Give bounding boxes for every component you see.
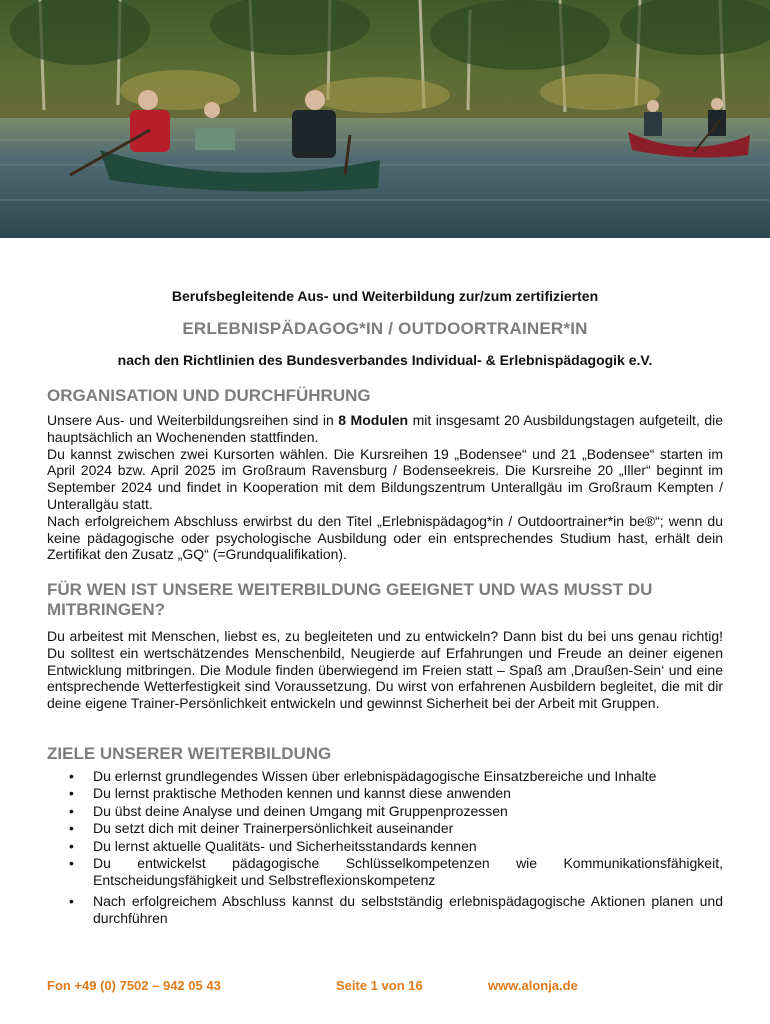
organisation-paragraph-3: Nach erfolgreichem Abschluss erwirbst du den Titel „Erlebnispädagog*in / Outdoortrainer*in be®“; wenn du keine pädagogische oder psychologische Ausbildung oder ein entsprechendes Studium hast, erhält dein Zertifikat den Zusatz „GQ“ (=Grundqualifikation).	[47, 512, 723, 563]
target-group-paragraph: Du arbeitest mit Menschen, liebst es, zu begleiteten und zu entwickeln? Dann bist du bei uns genau richtig! Du solltest ein wertschätzendes Menschenbild, Neugierde auf Erfahrungen und Freude an deiner eigenen Entwicklung mitbringen. Die Module finden überwiegend im Freien statt – Spaß am ‚Draußen-Sein‘ und eine entsprechende Wetterfestigkeit sind Voraussetzung. Du wirst von erfahrenen Ausbildern begleitet, die mit dir deine eigene Trainer-Persönlichkeit entwickeln und gewinnst Sicherheit bei der Arbeit mit Gruppen.	[47, 628, 723, 712]
section-target-group	[47, 580, 723, 712]
list-item: • Du lernst praktische Methoden kennen und kannst diese anwenden	[47, 785, 723, 802]
list-item: • Nach erfolgreichem Abschluss kannst du selbstständig erlebnispädagogische Aktionen planen und durchführen	[47, 893, 723, 928]
goals-list	[47, 768, 723, 928]
footer-phone: Fon +49 (0) 7502 – 942 05 43	[47, 978, 221, 993]
hero-photo	[0, 0, 770, 238]
intro-subtitle: Berufsbegleitende Aus- und Weiterbildung zur/zum zertifizierten	[171, 288, 599, 304]
footer-page-number: Seite 1 von 16	[336, 978, 423, 993]
organisation-paragraph-1	[47, 412, 723, 446]
section-heading-goals: ZIELE UNSERER WEITERBILDUNG	[47, 744, 332, 763]
section-heading-target-group: FÜR WEN IST UNSERE WEITERBILDUNG GEEIGNET UND WAS MUSST DU MITBRINGEN?	[47, 580, 653, 619]
organisation-text-pre: Unsere Aus- und Weiterbildungsreihen sind in	[47, 412, 339, 428]
program-title: ERLEBNISPÄDAGOG*IN / OUTDOORTRAINER*IN	[182, 319, 588, 338]
section-organisation	[47, 386, 723, 563]
footer-website-link[interactable]: www.alonja.de	[488, 978, 578, 993]
list-item: • Du entwickelst pädagogische Schlüsselkompetenzen wie Kommunikationsfähigkeit, Entscheidungsfähigkeit und Selbstreflexionskompetenz	[47, 855, 723, 890]
section-heading-organisation: ORGANISATION UND DURCHFÜHRUNG	[47, 386, 371, 405]
canoe-lake-illustration	[0, 0, 770, 238]
modules-highlight: 8 Modulen	[338, 412, 409, 428]
organisation-paragraph-2: Du kannst zwischen zwei Kursorten wählen. Die Kursreihen 19 „Bodensee“ und 21 „Bodensee“ starten im April 2024 bzw. April 2025 im Großraum Ravensburg / Bodenseekreis. Die Kursreihe 20 „Iller“ beginnt im September 2024 und findet in Kooperation mit dem Bildungszentrum Unterallgäu im Großraum Kempten / Unterallgäu statt.	[47, 445, 723, 512]
list-item: • Du setzt dich mit deiner Trainerpersönlichkeit auseinander	[47, 820, 723, 837]
section-goals	[47, 744, 723, 928]
list-item: • Du lernst aktuelle Qualitäts- und Sicherheitsstandards kennen	[47, 838, 723, 855]
list-item: • Du erlernst grundlegendes Wissen über erlebnispädagogische Einsatzbereiche und Inhalte	[47, 768, 723, 785]
guidelines-note: nach den Richtlinien des Bundesverbandes Individual- & Erlebnispädagogik e.V.	[117, 352, 653, 368]
organisation-text-post: mit insgesamt 20 Ausbildungstagen aufgeteilt, die hauptsächlich an Wochenenden stattfinden.	[47, 412, 724, 445]
list-item: • Du übst deine Analyse und deinen Umgang mit Gruppenprozessen	[47, 803, 723, 820]
